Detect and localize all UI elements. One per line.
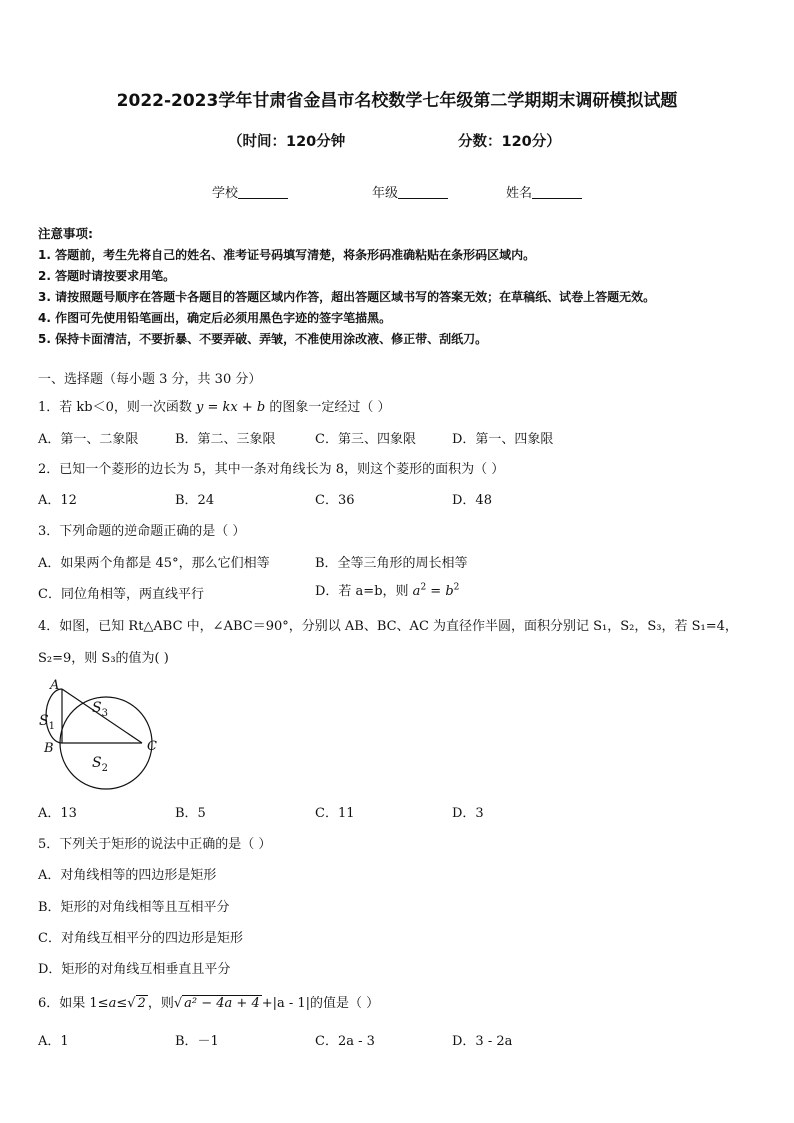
- q1-option-d[interactable]: D．第一、四象限: [452, 432, 554, 447]
- school-label: 学校: [212, 186, 239, 201]
- q6-option-a[interactable]: A．1: [38, 1034, 69, 1049]
- grade-blank: [398, 186, 448, 199]
- semicircle-triangle-figure: [30, 672, 170, 792]
- label-a: A: [50, 678, 60, 693]
- q6-radicand: a² − 4a + 4: [184, 996, 260, 1011]
- q6-stem: 6．如果 1≤: [38, 996, 109, 1011]
- q4-option-c[interactable]: C．11: [315, 806, 355, 821]
- label-c: C: [147, 739, 157, 754]
- q2-option-a[interactable]: A．12: [38, 493, 77, 508]
- question-5: 5．下列关于矩形的说法中正确的是（ ）: [38, 837, 272, 852]
- q2-option-c[interactable]: C．36: [315, 493, 355, 508]
- q1-stem-end: 的图象一定经过（ ）: [269, 400, 391, 415]
- q1-option-a[interactable]: A．第一、二象限: [38, 432, 139, 447]
- q3-option-d-text: D．若 a=b，则: [315, 584, 409, 599]
- q3-option-b[interactable]: B．全等三角形的周长相等: [315, 556, 468, 571]
- question-1: [38, 396, 391, 415]
- q3-formula-a: a: [412, 584, 421, 599]
- grade-field: [372, 182, 448, 201]
- q6-option-c[interactable]: C．2a - 3: [315, 1034, 375, 1049]
- question-3: 3．下列命题的逆命题正确的是（ ）: [38, 524, 246, 539]
- q3-option-c[interactable]: C．同位角相等，两直线平行: [38, 587, 204, 602]
- name-blank: [532, 186, 582, 199]
- name-field: [506, 182, 582, 201]
- note-item: 5. 保持卡面清洁，不要折暴、不要弄破、弄皱，不准使用涂改液、修正带、刮纸刀。: [38, 332, 488, 346]
- note-item: 3. 请按照题号顺序在答题卡各题目的答题区域内作答，超出答题区域书写的答案无效；在草稿纸、试卷上答题无效。: [38, 290, 656, 304]
- question-2: 2．已知一个菱形的边长为 5，其中一条对角线长为 8，则这个菱形的面积为（ ）: [38, 462, 505, 477]
- q6-option-b[interactable]: B．－1: [175, 1034, 219, 1049]
- page-title: 2022-2023学年甘肃省金昌市名校数学七年级第二学期期末调研模拟试题: [116, 91, 678, 111]
- q4-option-a[interactable]: A．13: [38, 806, 77, 821]
- q6-option-d[interactable]: D．3 - 2a: [452, 1034, 513, 1049]
- school-blank: [238, 186, 288, 199]
- q6-var-a: a: [108, 996, 117, 1011]
- label-b: B: [44, 741, 54, 756]
- name-label: 姓名: [506, 186, 533, 201]
- q3-option-a[interactable]: A．如果两个角都是 45°，那么它们相等: [38, 556, 270, 571]
- q2-option-d[interactable]: D．48: [452, 493, 492, 508]
- label-s2: $S_2$: [92, 755, 108, 774]
- q5-option-c[interactable]: C．对角线互相平分的四边形是矩形: [38, 931, 243, 946]
- q2-option-b[interactable]: B．24: [175, 493, 215, 508]
- exam-time: （时间：120分钟: [228, 134, 346, 150]
- q6-stem-end: +|a - 1|的值是（ ）: [261, 996, 380, 1011]
- q3-formula-b: b: [445, 584, 454, 599]
- q3-exp-a: 2: [420, 582, 427, 593]
- note-item: 2. 答题时请按要求用笔。: [38, 269, 176, 283]
- q6-sqrt2: 2: [137, 996, 146, 1011]
- q3-option-d[interactable]: [315, 580, 459, 599]
- q1-option-b[interactable]: B．第二、三象限: [175, 432, 276, 447]
- q1-stem: 1．若 kb＜0，则一次函数: [38, 400, 192, 415]
- note-item: 1. 答题前，考生先将自己的姓名、准考证号码填写清楚，将条形码准确粘贴在条形码区域内。: [38, 248, 536, 262]
- label-s3: $S_3$: [92, 700, 108, 719]
- notes-heading: 注意事项:: [38, 226, 93, 241]
- q1-option-c[interactable]: C．第三、四象限: [315, 432, 416, 447]
- label-s1: $S_1$: [39, 713, 55, 732]
- question-4-line2: S₂=9，则 S₃的值为( ): [38, 651, 169, 666]
- q4-option-d[interactable]: D．3: [452, 806, 484, 821]
- q5-option-a[interactable]: A．对角线相等的四边形是矩形: [38, 868, 217, 883]
- q3-exp-b: 2: [453, 582, 460, 593]
- q5-option-b[interactable]: B．矩形的对角线相等且互相平分: [38, 900, 230, 915]
- q1-formula: y = kx + b: [196, 400, 266, 415]
- section-heading: 一、选择题（每小题 3 分，共 30 分）: [38, 372, 262, 387]
- note-item: 4. 作图可先使用铅笔画出，确定后必须用黑色字迹的签字笔描黑。: [38, 311, 392, 325]
- q3-formula-eq: =: [426, 584, 446, 599]
- exam-score: 分数：120分）: [458, 134, 561, 150]
- question-4-line1: 4．如图，已知 Rt△ABC 中，∠ABC＝90°，分别以 AB、BC、AC 为直径作半圆，面积分别记 S₁，S₂，S₃，若 S₁=4，: [38, 619, 738, 634]
- school-field: [212, 182, 288, 201]
- q5-option-d[interactable]: D．矩形的对角线互相垂直且平分: [38, 962, 231, 977]
- question-6: 6．如果 1≤a≤√ 2 ，则√ a² − 4a + 4 +|a - 1|的值是（ ）: [38, 996, 380, 1011]
- q6-mid: ，则: [147, 996, 174, 1011]
- q6-le: ≤: [116, 996, 128, 1011]
- q4-option-b[interactable]: B．5: [175, 806, 206, 821]
- grade-label: 年级: [372, 186, 399, 201]
